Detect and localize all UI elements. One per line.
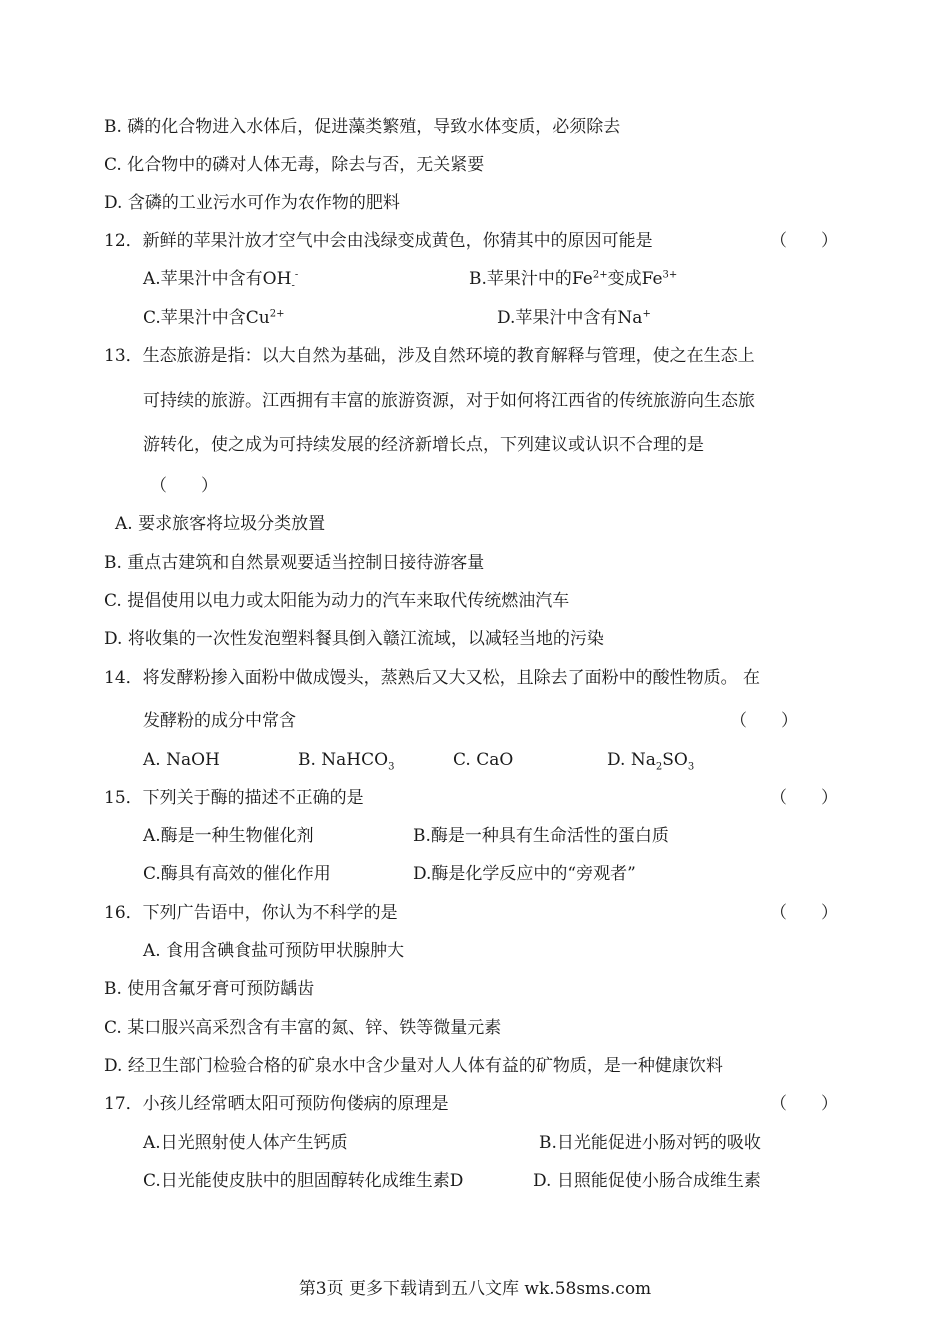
q12-option-d: D.苹果汁中含有Na+ <box>497 308 651 328</box>
q16-option-b: B. 使用含氟牙膏可预防龋齿 <box>104 979 315 999</box>
q17-option-a: A.日光照射使人体产生钙质 <box>143 1133 348 1153</box>
q17-answer-blank: （ ） <box>770 1094 838 1114</box>
q14-option-b: B. NaHCO$_3$ <box>298 750 395 773</box>
q13-option-d: D. 将收集的一次性发泡塑料餐具倒入赣江流域，以减轻当地的污染 <box>104 629 604 649</box>
q15-option-c: C.酶具有高效的催化作用 <box>143 864 331 884</box>
q11-option-c: C. 化合物中的磷对人体无毒，除去与否，无关紧要 <box>104 155 485 175</box>
q16-option-d: D. 经卫生部门检验合格的矿泉水中含少量对人人体有益的矿物质，是一种健康饮料 <box>104 1056 723 1076</box>
q14-option-a: A. NaOH <box>143 750 220 770</box>
q16-stem: 16．下列广告语中，你认为不科学的是 <box>104 903 398 923</box>
q11-option-b: B. 磷的化合物进入水体后，促进藻类繁殖，导致水体变质，必须除去 <box>104 117 621 137</box>
page-footer: 第3页 更多下载请到五八文库 wk.58sms.com <box>298 1279 652 1299</box>
q13-option-b: B. 重点古建筑和自然景观要适当控制日接待游客量 <box>104 553 485 573</box>
q17-option-c: C.日光能使皮肤中的胆固醇转化成维生素D <box>143 1171 464 1191</box>
q15-option-d: D.酶是化学反应中的“旁观者” <box>413 864 636 884</box>
q14-option-d: D. $Na_2SO_3$ <box>607 750 695 773</box>
q16-option-a: A. 食用含碘食盐可预防甲状腺肿大 <box>143 941 405 961</box>
q15-stem: 15．下列关于酶的描述不正确的是 <box>104 788 364 808</box>
q12-stem: 12．新鲜的苹果汁放才空气中会由浅绿变成黄色，你猜其中的原因可能是 <box>104 231 653 251</box>
q17-option-b: B.日光能促进小肠对钙的吸收 <box>539 1133 761 1153</box>
q13-stem-line1: 13．生态旅游是指：以大自然为基础，涉及自然环境的教育解释与管理，使之在生态上 <box>104 346 755 366</box>
q13-stem-line3: 游转化，使之成为可持续发展的经济新增长点，下列建议或认识不合理的是 <box>143 435 704 455</box>
q15-option-b: B.酶是一种具有生命活性的蛋白质 <box>413 826 669 846</box>
q13-answer-blank: （ ） <box>150 476 218 496</box>
q13-option-a: A. 要求旅客将垃圾分类放置 <box>115 514 326 534</box>
q13-option-c: C. 提倡使用以电力或太阳能为动力的汽车来取代传统燃油汽车 <box>104 591 570 611</box>
q14-answer-blank: （ ） <box>730 711 798 731</box>
q17-stem: 17．小孩儿经常晒太阳可预防佝偻病的原理是 <box>104 1094 449 1114</box>
q15-option-a: A.酶是一种生物催化剂 <box>143 826 314 846</box>
q12-option-b: B.苹果汁中的$Fe^{2+}$变成$Fe^{3+}$ <box>469 269 678 289</box>
q12-answer-blank: （ ） <box>770 231 838 251</box>
q14-option-c: C. CaO <box>453 750 514 770</box>
q14-stem-line1: 14．将发酵粉掺入面粉中做成馒头，蒸熟后又大又松，且除去了面粉中的酸性物质。 在 <box>104 668 761 688</box>
q15-answer-blank: （ ） <box>770 788 838 808</box>
q12-option-c: C.苹果汁中含$Cu^{2+}$ <box>143 308 285 328</box>
q16-option-c: C. 某口服兴高采烈含有丰富的氮、锌、铁等微量元素 <box>104 1018 502 1038</box>
q16-answer-blank: （ ） <box>770 903 838 923</box>
q17-option-d: D. 日照能促使小肠合成维生素 <box>533 1171 761 1191</box>
q13-stem-line2: 可持续的旅游。江西拥有丰富的旅游资源，对于如何将江西省的传统旅游向生态旅 <box>143 391 755 411</box>
q11-option-d: D. 含磷的工业污水可作为农作物的肥料 <box>104 193 400 213</box>
q14-stem-line2: 发酵粉的成分中常含 <box>143 711 296 731</box>
q12-option-a: A.苹果汁中含有$OH_-^-$ <box>143 269 299 292</box>
